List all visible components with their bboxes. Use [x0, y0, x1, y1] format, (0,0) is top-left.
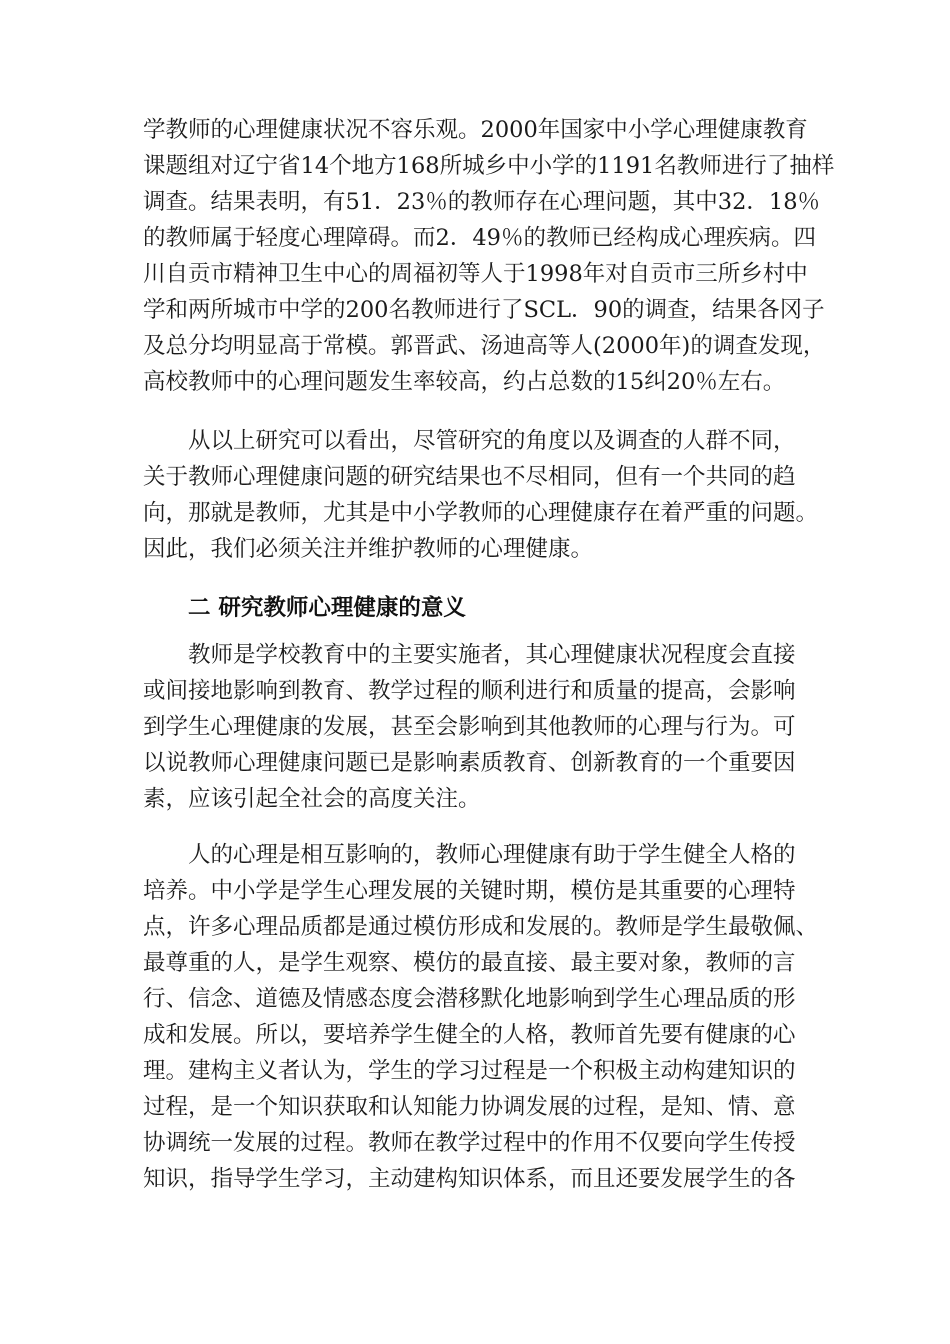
paragraph-teacher-role [143, 637, 813, 817]
paragraph-student-influence [143, 837, 819, 1197]
text-line: 培养。中小学是学生心理发展的关键时期，模仿是其重要的心理特 [143, 878, 796, 904]
text-line: 或间接地影响到教育、教学过程的顺利进行和质量的提高，会影响 [143, 678, 796, 704]
text-line: 点，许多心理品质都是通过模仿形成和发展的。教师是学生最敬佩、 [143, 914, 819, 940]
text-line: 知识，指导学生学习，主动建构知识体系，而且还要发展学生的各 [143, 1166, 796, 1192]
paragraph-research-conclusion [143, 423, 819, 567]
text-line: 协调统一发展的过程。教师在教学过程中的作用不仅要向学生传授 [143, 1130, 796, 1156]
text-line: 的教师属于轻度心理障碍。而2．49％的教师已经构成心理疾病。四 [143, 225, 816, 251]
text-line: 学和两所城市中学的200名教师进行了SCL．90的调查，结果各冈子 [143, 297, 825, 323]
text-line: 最尊重的人，是学生观察、模仿的最直接、最主要对象，教师的言 [143, 950, 796, 976]
text-line: 成和发展。所以，要培养学生健全的人格，教师首先要有健康的心 [143, 1022, 796, 1048]
text-line: 理。建构主义者认为，学生的学习过程是一个积极主动构建知识的 [143, 1058, 796, 1084]
text-line: 从以上研究可以看出，尽管研究的角度以及调查的人群不同， [188, 428, 796, 454]
text-line: 因此，我们必须关注并维护教师的心理健康。 [143, 536, 594, 562]
text-line: 关于教师心理健康问题的研究结果也不尽相同，但有一个共同的趋 [143, 464, 796, 490]
section-heading: 二 研究教师心理健康的意义 [188, 595, 466, 621]
text-line: 调查。结果表明，有51．23％的教师存在心理问题，其中32．18％ [143, 189, 821, 215]
text-line: 行、信念、道德及情感态度会潜移默化地影响到学生心理品质的形 [143, 986, 796, 1012]
text-line: 课题组对辽宁省14个地方168所城乡中小学的1191名教师进行了抽样 [143, 153, 835, 179]
text-line: 川自贡市精神卫生中心的周福初等人于1998年对自贡市三所乡村中 [143, 261, 808, 287]
text-line: 以说教师心理健康问题已是影响素质教育、创新教育的一个重要因 [143, 750, 796, 776]
text-line: 学教师的心理健康状况不容乐观。2000年国家中小学心理健康教育 [143, 117, 808, 143]
text-line: 过程，是一个知识获取和认知能力协调发展的过程，是知、情、意 [143, 1094, 796, 1120]
text-line: 到学生心理健康的发展，甚至会影响到其他教师的心理与行为。可 [143, 714, 796, 740]
text-line: 高校教师中的心理问题发生率较高，约占总数的15纠20％左右。 [143, 369, 786, 395]
paragraph-survey-results [143, 112, 835, 400]
text-line: 教师是学校教育中的主要实施者，其心理健康状况程度会直接 [188, 642, 796, 668]
text-line: 素，应该引起全社会的高度关注。 [143, 786, 481, 812]
text-line: 人的心理是相互影响的，教师心理健康有助于学生健全人格的 [188, 842, 796, 868]
text-line: 向，那就是教师，尤其是中小学教师的心理健康存在着严重的问题。 [143, 500, 819, 526]
text-line: 及总分均明显高于常模。郭晋武、汤迪高等人(2000年)的调查发现， [143, 333, 826, 359]
